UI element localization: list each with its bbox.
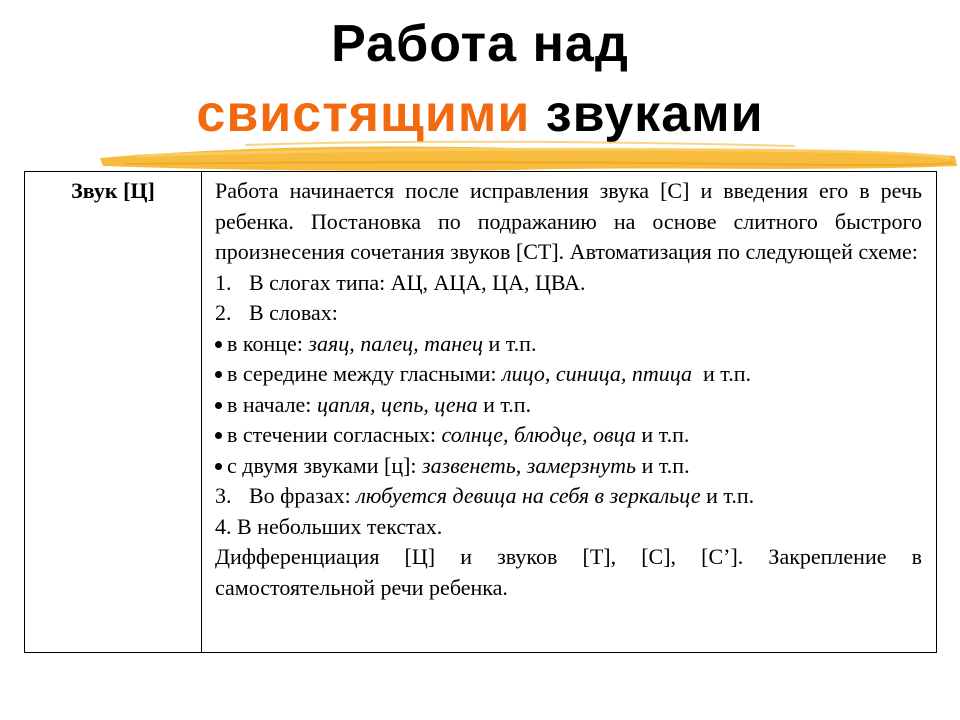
slide-title-line1	[0, 14, 960, 74]
bullet-item	[215, 420, 922, 451]
bullet-suffix: и т.п.	[477, 391, 532, 417]
bullet-prefix: с двумя звуками [ц]:	[227, 452, 423, 478]
step-3-number: 3.	[215, 483, 232, 508]
step-1-number: 1.	[215, 269, 232, 295]
title-accent-word: свистящими	[196, 85, 531, 143]
slide-title-line2	[0, 84, 960, 144]
bullet-dot-icon	[215, 371, 222, 378]
title-rest-word: звуками	[545, 85, 764, 143]
bullet-example-words: цапля, цепь, цена	[316, 391, 478, 417]
bullet-suffix: и т.п.	[692, 361, 752, 386]
bullet-dot-icon	[215, 402, 222, 409]
step-2	[215, 298, 922, 329]
bullet-dot-icon	[215, 463, 222, 470]
bullet-prefix: в конце:	[227, 330, 309, 356]
bullet-dot-icon	[215, 341, 222, 348]
step-1	[215, 268, 922, 299]
step-3-example-phrase: любуется девица на себя в зеркальце	[356, 483, 701, 508]
intro-paragraph: Работа начинается после исправления звука [С] и введения его в речь ребенка. Постановка по подражанию на основе слитного быстрого произнесения сочетания звуков [СТ]. Автоматизация по следующей схеме:	[215, 178, 922, 264]
bullet-example-words: солнце, блюдце, овца	[441, 422, 636, 447]
bullet-example-words: лицо, синица, птица	[502, 361, 692, 386]
bullet-prefix: в стечении согласных:	[227, 422, 442, 447]
content-table	[24, 171, 937, 653]
bullet-suffix: и т.п.	[636, 452, 690, 478]
step-3	[215, 481, 922, 512]
step-2-text: В словах:	[249, 300, 338, 325]
bullet-prefix: в середине между гласными:	[227, 361, 503, 386]
step-4: 4. В небольших текстах.	[215, 513, 443, 539]
sound-label-cell: Звук [Ц]	[71, 178, 155, 203]
column-divider	[201, 172, 202, 652]
step-3-suffix: и т.п.	[700, 483, 755, 508]
bullet-example-words: заяц, палец, танец	[308, 330, 483, 356]
bullet-item	[215, 451, 922, 482]
bullet-suffix: и т.п.	[482, 330, 537, 356]
bullet-item	[215, 390, 922, 421]
bullet-item	[215, 359, 922, 390]
title-text-line1: Работа над	[331, 15, 629, 73]
brush-stroke-decoration	[95, 136, 960, 176]
bullet-item	[215, 329, 922, 360]
step-3-prefix: Во фразах:	[249, 483, 357, 508]
step-1-text: В слогах типа: АЦ, АЦА, ЦА, ЦВА.	[249, 269, 586, 295]
description-cell	[215, 176, 922, 603]
bullet-prefix: в начале:	[227, 391, 317, 417]
step-2-number: 2.	[215, 300, 232, 325]
bullet-suffix: и т.п.	[635, 422, 690, 447]
closing-paragraph: Дифференциация [Ц] и звуков [Т], [С], [С’]. Закрепление в самостоятельной речи ребенка.	[215, 544, 922, 600]
bullet-dot-icon	[215, 432, 222, 439]
bullet-example-words: зазвенеть, замерзнуть	[422, 452, 637, 478]
